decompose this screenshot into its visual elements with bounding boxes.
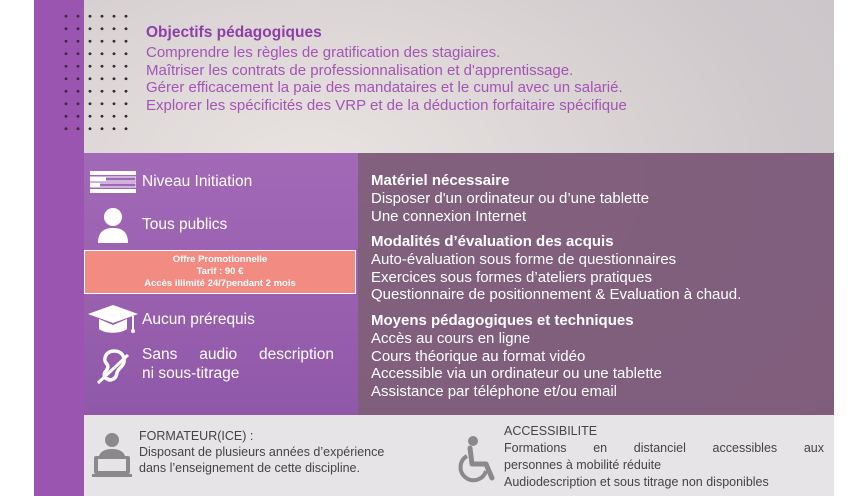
audio-label-line2: ni sous-titrage bbox=[142, 365, 240, 382]
objectives-section bbox=[146, 24, 627, 114]
accessibility-line: personnes à mobilité réduite bbox=[504, 458, 662, 472]
trainer-line: Disposant de plusieurs années d’expérience bbox=[139, 445, 385, 459]
trainer-icon bbox=[92, 432, 132, 483]
level-label: Niveau Initiation bbox=[142, 173, 253, 190]
moyens-item: Assistance par téléphone et/ou email bbox=[371, 382, 617, 400]
moyens-item: Accès au cours en ligne bbox=[371, 330, 531, 347]
accessibility-title: ACCESSIBILITE bbox=[504, 424, 598, 438]
accessibility-line: Formations en distanciel accessibles aux bbox=[504, 441, 824, 455]
accessibility-line: Audiodescription et sous titrage non disponibles bbox=[504, 475, 769, 489]
promo-price: Tarif : 90 € bbox=[196, 266, 244, 277]
moyens-section bbox=[371, 312, 662, 400]
evaluation-item: Questionnaire de positionnement & Evaluation à chaud. bbox=[371, 286, 742, 303]
objective-item: Gérer efficacement la paie des mandataires et le cumul avec un salarié. bbox=[146, 79, 623, 96]
moyens-item: Cours théorique au format vidéo bbox=[371, 347, 586, 365]
promo-access: Accès illimité 24/7pendant 2 mois bbox=[144, 278, 296, 289]
promo-badge bbox=[84, 250, 356, 294]
evaluation-title: Modalités d’évaluation des acquis bbox=[371, 233, 614, 250]
wheelchair-icon bbox=[456, 436, 500, 489]
trainer-title: FORMATEUR(ICE) : bbox=[139, 429, 254, 443]
objectives-title: Objectifs pédagogiques bbox=[146, 24, 322, 41]
level-bars-icon bbox=[84, 171, 142, 193]
objective-item: Explorer les spécificités des VRP et de la déduction forfaitaire spécifique bbox=[146, 96, 627, 114]
trainer-line: dans l’enseignement de cette discipline. bbox=[139, 461, 360, 475]
moyens-item: Accessible via un ordinateur ou une tablette bbox=[371, 365, 663, 382]
evaluation-item: Exercices sous formes d’ateliers pratiques bbox=[371, 268, 652, 286]
materiel-section bbox=[371, 172, 649, 225]
prereq-row bbox=[84, 303, 255, 337]
evaluation-item: Auto-évaluation sous forme de questionnaires bbox=[371, 251, 677, 268]
materiel-item: Une connexion Internet bbox=[371, 207, 527, 225]
graduation-cap-icon bbox=[84, 303, 142, 337]
audience-label: Tous publics bbox=[142, 216, 228, 233]
accessibility-section bbox=[504, 423, 824, 491]
user-icon bbox=[84, 207, 142, 243]
promo-title: Offre Promotionnelle bbox=[172, 254, 268, 265]
trainer-section bbox=[139, 428, 384, 476]
hearing-impaired-icon bbox=[84, 345, 142, 385]
audio-label-line1: Sans audio description bbox=[142, 346, 334, 363]
prereq-label: Aucun prérequis bbox=[142, 311, 255, 328]
objective-item: Maîtriser les contrats de professionnalisation et d'apprentissage. bbox=[146, 61, 574, 79]
dot-pattern bbox=[60, 10, 134, 138]
evaluation-section bbox=[371, 233, 741, 304]
audience-row bbox=[84, 207, 227, 243]
objective-item: Comprendre les règles de gratification des stagiaires. bbox=[146, 44, 501, 61]
level-row bbox=[84, 171, 252, 193]
audio-row bbox=[84, 345, 334, 385]
materiel-title: Matériel nécessaire bbox=[371, 172, 510, 189]
moyens-title: Moyens pédagogiques et techniques bbox=[371, 312, 634, 329]
materiel-item: Disposer d'un ordinateur ou d’une tablette bbox=[371, 190, 650, 207]
